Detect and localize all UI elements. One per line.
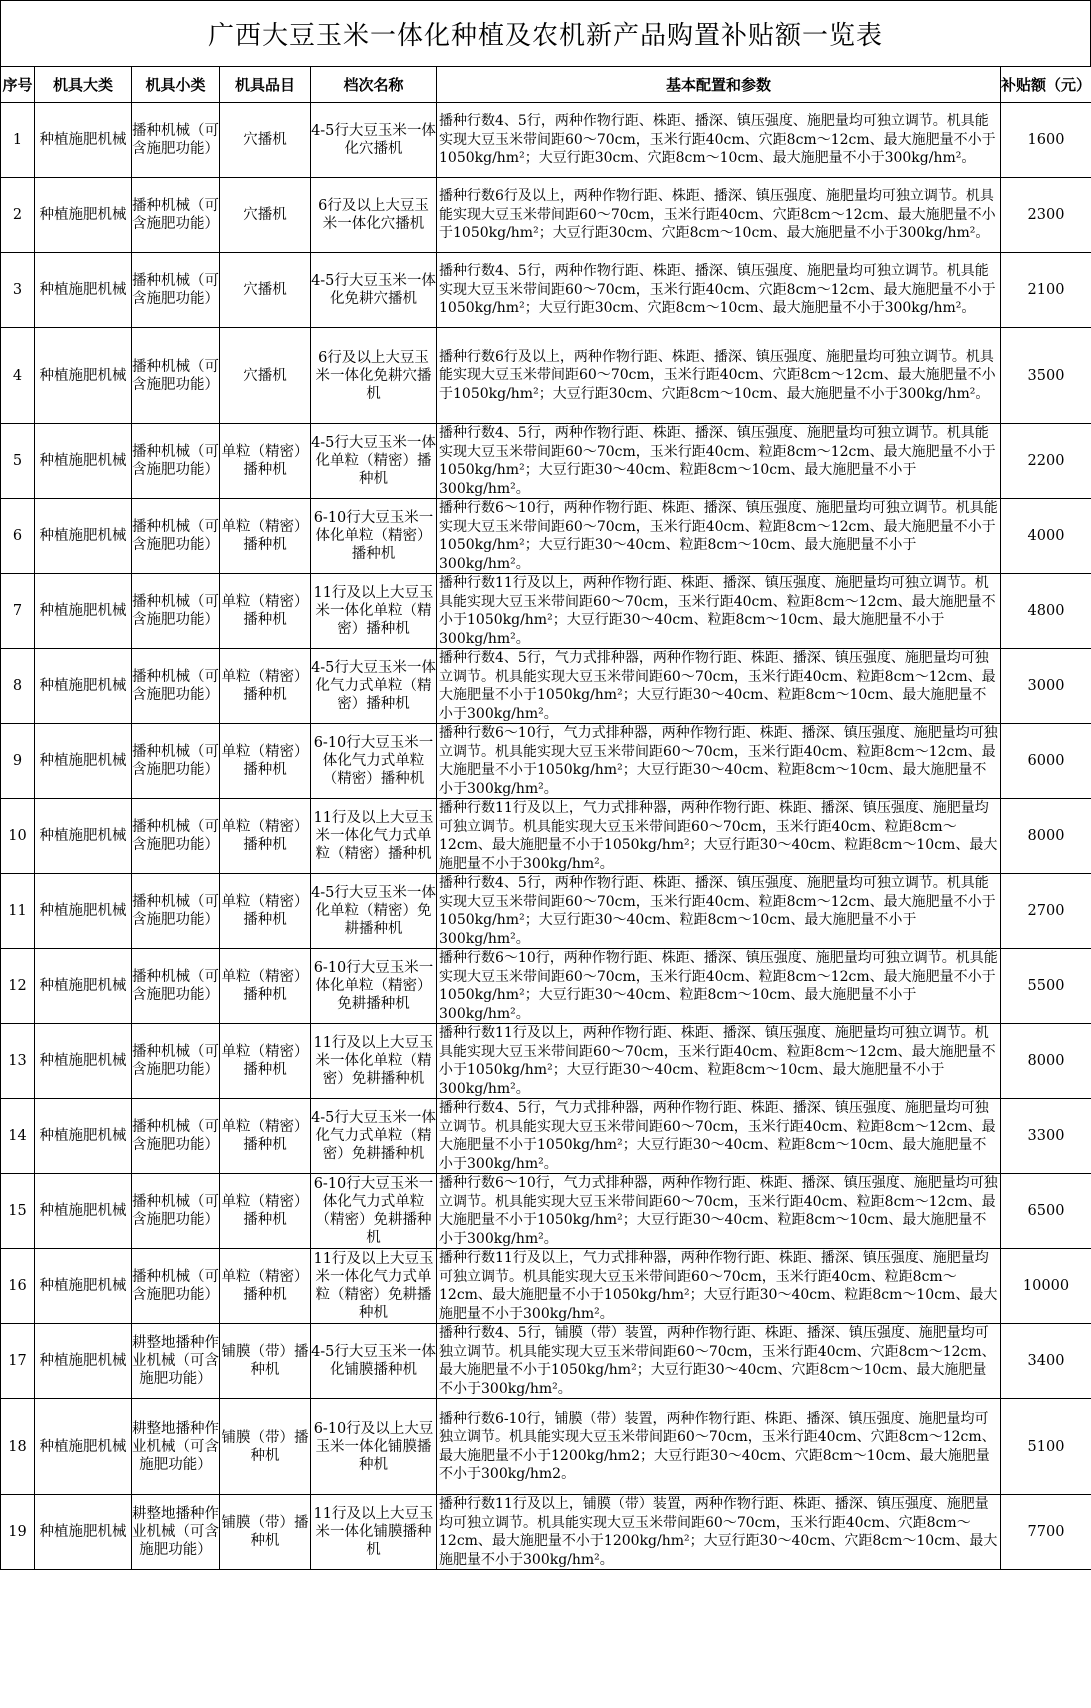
table-row [1,874,1091,949]
row-subsidy: 3400 [1001,1324,1091,1399]
row-grade: 11行及以上大豆玉米一体化气力式单粒（精密）播种机 [311,799,437,874]
row-category: 种植施肥机械 [35,253,132,328]
row-number: 3 [1,253,35,328]
row-grade: 6行及以上大豆玉米一体化免耕穴播机 [311,328,437,424]
row-subsidy: 4000 [1001,499,1091,574]
row-subsidy: 2700 [1001,874,1091,949]
header-grade: 档次名称 [311,67,437,103]
row-item: 单粒（精密）播种机 [220,1174,311,1249]
header-item: 机具品目 [220,67,311,103]
table-row [1,328,1091,424]
table-row [1,1174,1091,1249]
row-params: 播种行数6-10行，铺膜（带）装置，两种作物行距、株距、播深、镇压强度、施肥量均可独立调节。机具能实现大豆玉米带间距60～70cm，玉米行距40cm、穴距8cm～12cm、最大施肥量不小于1200kg/hm2；大豆行距30～40cm、穴距8cm～10cm、最大施肥量不小于300kg/hm2。 [437,1399,1001,1495]
row-grade: 4-5行大豆玉米一体化气力式单粒（精密）免耕播种机 [311,1099,437,1174]
row-subsidy: 4800 [1001,574,1091,649]
row-subsidy: 8000 [1001,1024,1091,1099]
row-grade: 4-5行大豆玉米一体化气力式单粒（精密）播种机 [311,649,437,724]
row-subcategory: 播种机械（可含施肥功能） [132,949,220,1024]
header-subcategory: 机具小类 [132,67,220,103]
row-number: 11 [1,874,35,949]
table-row [1,178,1091,253]
row-number: 1 [1,103,35,178]
row-subcategory: 播种机械（可含施肥功能） [132,574,220,649]
row-item: 穴播机 [220,253,311,328]
row-params: 播种行数6行及以上，两种作物行距、株距、播深、镇压强度、施肥量均可独立调节。机具能实现大豆玉米带间距60～70cm，玉米行距40cm、穴距8cm～12cm、最大施肥量不小于1050kg/hm²；大豆行距30cm、穴距8cm～10cm、最大施肥量不小于300kg/hm²。 [437,328,1001,424]
row-category: 种植施肥机械 [35,499,132,574]
row-category: 种植施肥机械 [35,1324,132,1399]
row-subsidy: 3500 [1001,328,1091,424]
row-category: 种植施肥机械 [35,1099,132,1174]
row-subcategory: 播种机械（可含施肥功能） [132,799,220,874]
row-category: 种植施肥机械 [35,649,132,724]
row-grade: 6行及以上大豆玉米一体化穴播机 [311,178,437,253]
header-no: 序号 [1,67,35,103]
table-row [1,1249,1091,1324]
row-subcategory: 播种机械（可含施肥功能） [132,328,220,424]
table-row [1,1099,1091,1174]
row-number: 4 [1,328,35,424]
table-row [1,499,1091,574]
row-grade: 4-5行大豆玉米一体化铺膜播种机 [311,1324,437,1399]
row-subcategory: 播种机械（可含施肥功能） [132,499,220,574]
row-params: 播种行数4、5行，气力式排种器，两种作物行距、株距、播深、镇压强度、施肥量均可独立调节。机具能实现大豆玉米带间距60～70cm，玉米行距40cm、粒距8cm～12cm、最大施肥量不小于1050kg/hm²；大豆行距30～40cm、粒距8cm～10cm、最大施肥量不小于300kg/hm²。 [437,1099,1001,1174]
table-row [1,1324,1091,1399]
row-item: 单粒（精密）播种机 [220,799,311,874]
row-subcategory: 播种机械（可含施肥功能） [132,724,220,799]
row-item: 单粒（精密）播种机 [220,874,311,949]
table-row [1,1495,1091,1570]
row-grade: 6-10行大豆玉米一体化单粒（精密）播种机 [311,499,437,574]
row-item: 单粒（精密）播种机 [220,1024,311,1099]
row-params: 播种行数11行及以上，气力式排种器，两种作物行距、株距、播深、镇压强度、施肥量均可独立调节。机具能实现大豆玉米带间距60～70cm，玉米行距40cm、粒距8cm～12cm、最大施肥量不小于1050kg/hm²；大豆行距30～40cm、粒距8cm～10cm、最大施肥量不小于300kg/hm²。 [437,799,1001,874]
row-number: 7 [1,574,35,649]
row-subsidy: 6000 [1001,724,1091,799]
row-subcategory: 播种机械（可含施肥功能） [132,1099,220,1174]
row-params: 播种行数6～10行，两种作物行距、株距、播深、镇压强度、施肥量均可独立调节。机具能实现大豆玉米带间距60～70cm，玉米行距40cm、粒距8cm～12cm、最大施肥量不小于1050kg/hm²；大豆行距30～40cm、粒距8cm～10cm、最大施肥量不小于300kg/hm²。 [437,949,1001,1024]
row-params: 播种行数4、5行，两种作物行距、株距、播深、镇压强度、施肥量均可独立调节。机具能实现大豆玉米带间距60～70cm，玉米行距40cm、粒距8cm～12cm、最大施肥量不小于1050kg/hm²；大豆行距30～40cm、粒距8cm～10cm、最大施肥量不小于300kg/hm²。 [437,874,1001,949]
row-item: 单粒（精密）播种机 [220,649,311,724]
row-grade: 4-5行大豆玉米一体化穴播机 [311,103,437,178]
row-number: 5 [1,424,35,499]
row-item: 单粒（精密）播种机 [220,724,311,799]
row-item: 单粒（精密）播种机 [220,1249,311,1324]
row-number: 18 [1,1399,35,1495]
row-number: 17 [1,1324,35,1399]
row-params: 播种行数4、5行，两种作物行距、株距、播深、镇压强度、施肥量均可独立调节。机具能实现大豆玉米带间距60～70cm，玉米行距40cm、穴距8cm～12cm、最大施肥量不小于1050kg/hm²；大豆行距30cm、穴距8cm～10cm、最大施肥量不小于300kg/hm²。 [437,253,1001,328]
row-item: 单粒（精密）播种机 [220,499,311,574]
row-item: 穴播机 [220,178,311,253]
row-params: 播种行数11行及以上，两种作物行距、株距、播深、镇压强度、施肥量均可独立调节。机具能实现大豆玉米带间距60～70cm，玉米行距40cm、粒距8cm～12cm、最大施肥量不小于1050kg/hm²；大豆行距30～40cm、粒距8cm～10cm、最大施肥量不小于300kg/hm²。 [437,1024,1001,1099]
row-subsidy: 5100 [1001,1399,1091,1495]
row-item: 铺膜（带）播种机 [220,1399,311,1495]
row-grade: 4-5行大豆玉米一体化单粒（精密）播种机 [311,424,437,499]
row-grade: 6-10行大豆玉米一体化气力式单粒（精密）播种机 [311,724,437,799]
row-subcategory: 播种机械（可含施肥功能） [132,178,220,253]
row-number: 12 [1,949,35,1024]
row-category: 种植施肥机械 [35,1399,132,1495]
row-subcategory: 播种机械（可含施肥功能） [132,103,220,178]
row-subcategory: 播种机械（可含施肥功能） [132,874,220,949]
row-params: 播种行数6～10行，气力式排种器，两种作物行距、株距、播深、镇压强度、施肥量均可独立调节。机具能实现大豆玉米带间距60～70cm，玉米行距40cm、粒距8cm～12cm、最大施肥量不小于1050kg/hm²；大豆行距30～40cm、粒距8cm～10cm、最大施肥量不小于300kg/hm²。 [437,1174,1001,1249]
row-grade: 6-10行及以上大豆玉米一体化铺膜播种机 [311,1399,437,1495]
row-subsidy: 1600 [1001,103,1091,178]
row-subcategory: 耕整地播种作业机械（可含施肥功能） [132,1399,220,1495]
row-number: 19 [1,1495,35,1570]
row-category: 种植施肥机械 [35,178,132,253]
table-row [1,799,1091,874]
table-row [1,424,1091,499]
row-grade: 11行及以上大豆玉米一体化单粒（精密）免耕播种机 [311,1024,437,1099]
table-row [1,574,1091,649]
row-category: 种植施肥机械 [35,874,132,949]
row-subsidy: 2300 [1001,178,1091,253]
row-category: 种植施肥机械 [35,103,132,178]
row-number: 14 [1,1099,35,1174]
row-subsidy: 6500 [1001,1174,1091,1249]
row-params: 播种行数6～10行，两种作物行距、株距、播深、镇压强度、施肥量均可独立调节。机具能实现大豆玉米带间距60～70cm，玉米行距40cm、粒距8cm～12cm、最大施肥量不小于1050kg/hm²；大豆行距30～40cm、粒距8cm～10cm、最大施肥量不小于300kg/hm²。 [437,499,1001,574]
row-subcategory: 播种机械（可含施肥功能） [132,1249,220,1324]
row-grade: 6-10行大豆玉米一体化气力式单粒（精密）免耕播种机 [311,1174,437,1249]
row-number: 15 [1,1174,35,1249]
table-row [1,724,1091,799]
row-subsidy: 8000 [1001,799,1091,874]
row-category: 种植施肥机械 [35,574,132,649]
row-grade: 4-5行大豆玉米一体化单粒（精密）免耕播种机 [311,874,437,949]
row-params: 播种行数6行及以上，两种作物行距、株距、播深、镇压强度、施肥量均可独立调节。机具能实现大豆玉米带间距60～70cm，玉米行距40cm、穴距8cm～12cm、最大施肥量不小于1050kg/hm²；大豆行距30cm、穴距8cm～10cm、最大施肥量不小于300kg/hm²。 [437,178,1001,253]
table-header-row [1,67,1091,103]
table-row [1,649,1091,724]
row-category: 种植施肥机械 [35,1024,132,1099]
row-number: 2 [1,178,35,253]
page-title: 广西大豆玉米一体化种植及农机新产品购置补贴额一览表 [0,0,1091,66]
row-grade: 11行及以上大豆玉米一体化单粒（精密）播种机 [311,574,437,649]
row-category: 种植施肥机械 [35,328,132,424]
row-params: 播种行数4、5行，两种作物行距、株距、播深、镇压强度、施肥量均可独立调节。机具能实现大豆玉米带间距60～70cm，玉米行距40cm、穴距8cm～12cm、最大施肥量不小于1050kg/hm²；大豆行距30cm、穴距8cm～10cm、最大施肥量不小于300kg/hm²。 [437,103,1001,178]
row-number: 10 [1,799,35,874]
row-subcategory: 播种机械（可含施肥功能） [132,1024,220,1099]
row-item: 单粒（精密）播种机 [220,424,311,499]
row-category: 种植施肥机械 [35,799,132,874]
row-item: 穴播机 [220,328,311,424]
table-row [1,1024,1091,1099]
row-params: 播种行数6～10行，气力式排种器，两种作物行距、株距、播深、镇压强度、施肥量均可独立调节。机具能实现大豆玉米带间距60～70cm，玉米行距40cm、粒距8cm～12cm、最大施肥量不小于1050kg/hm²；大豆行距30～40cm、粒距8cm～10cm、最大施肥量不小于300kg/hm²。 [437,724,1001,799]
row-subsidy: 3300 [1001,1099,1091,1174]
row-subsidy: 3000 [1001,649,1091,724]
row-params: 播种行数11行及以上，铺膜（带）装置，两种作物行距、株距、播深、镇压强度、施肥量均可独立调节。机具能实现大豆玉米带间距60～70cm，玉米行距40cm、穴距8cm～12cm、最大施肥量不小于1200kg/hm²；大豆行距30～40cm、穴距8cm～10cm、最大施肥量不小于300kg/hm²。 [437,1495,1001,1570]
row-number: 9 [1,724,35,799]
header-subsidy: 补贴额（元） [1001,67,1091,103]
row-item: 穴播机 [220,103,311,178]
header-params: 基本配置和参数 [437,67,1001,103]
table-row [1,253,1091,328]
row-number: 16 [1,1249,35,1324]
row-params: 播种行数11行及以上，气力式排种器，两种作物行距、株距、播深、镇压强度、施肥量均可独立调节。机具能实现大豆玉米带间距60～70cm，玉米行距40cm、粒距8cm～12cm、最大施肥量不小于1050kg/hm²；大豆行距30～40cm、粒距8cm～10cm、最大施肥量不小于300kg/hm²。 [437,1249,1001,1324]
subsidy-table [0,66,1091,1570]
row-category: 种植施肥机械 [35,1249,132,1324]
row-grade: 11行及以上大豆玉米一体化铺膜播种机 [311,1495,437,1570]
table-row [1,103,1091,178]
row-subcategory: 耕整地播种作业机械（可含施肥功能） [132,1324,220,1399]
row-params: 播种行数4、5行，铺膜（带）装置，两种作物行距、株距、播深、镇压强度、施肥量均可独立调节。机具能实现大豆玉米带间距60～70cm，玉米行距40cm、穴距8cm～12cm、最大施肥量不小于1050kg/hm²；大豆行距30～40cm、穴距8cm～10cm、最大施肥量不小于300kg/hm²。 [437,1324,1001,1399]
row-subcategory: 播种机械（可含施肥功能） [132,1174,220,1249]
row-params: 播种行数4、5行，两种作物行距、株距、播深、镇压强度、施肥量均可独立调节。机具能实现大豆玉米带间距60～70cm，玉米行距40cm、粒距8cm～12cm、最大施肥量不小于1050kg/hm²；大豆行距30～40cm、粒距8cm～10cm、最大施肥量不小于300kg/hm²。 [437,424,1001,499]
row-subsidy: 2100 [1001,253,1091,328]
header-category: 机具大类 [35,67,132,103]
row-number: 6 [1,499,35,574]
row-category: 种植施肥机械 [35,949,132,1024]
row-number: 8 [1,649,35,724]
row-category: 种植施肥机械 [35,1174,132,1249]
row-grade: 11行及以上大豆玉米一体化气力式单粒（精密）免耕播种机 [311,1249,437,1324]
row-item: 铺膜（带）播种机 [220,1324,311,1399]
row-subcategory: 播种机械（可含施肥功能） [132,649,220,724]
row-params: 播种行数11行及以上，两种作物行距、株距、播深、镇压强度、施肥量均可独立调节。机具能实现大豆玉米带间距60～70cm，玉米行距40cm、粒距8cm～12cm、最大施肥量不小于1050kg/hm²；大豆行距30～40cm、粒距8cm～10cm、最大施肥量不小于300kg/hm²。 [437,574,1001,649]
table-row [1,949,1091,1024]
row-grade: 6-10行大豆玉米一体化单粒（精密）免耕播种机 [311,949,437,1024]
row-subsidy: 2200 [1001,424,1091,499]
row-item: 单粒（精密）播种机 [220,949,311,1024]
row-subsidy: 7700 [1001,1495,1091,1570]
row-subcategory: 耕整地播种作业机械（可含施肥功能） [132,1495,220,1570]
table-row [1,1399,1091,1495]
row-category: 种植施肥机械 [35,724,132,799]
row-item: 单粒（精密）播种机 [220,1099,311,1174]
row-grade: 4-5行大豆玉米一体化免耕穴播机 [311,253,437,328]
row-category: 种植施肥机械 [35,424,132,499]
row-category: 种植施肥机械 [35,1495,132,1570]
row-subcategory: 播种机械（可含施肥功能） [132,424,220,499]
row-subsidy: 10000 [1001,1249,1091,1324]
row-subsidy: 5500 [1001,949,1091,1024]
row-item: 铺膜（带）播种机 [220,1495,311,1570]
row-params: 播种行数4、5行，气力式排种器，两种作物行距、株距、播深、镇压强度、施肥量均可独立调节。机具能实现大豆玉米带间距60～70cm，玉米行距40cm、粒距8cm～12cm、最大施肥量不小于1050kg/hm²；大豆行距30～40cm、粒距8cm～10cm、最大施肥量不小于300kg/hm²。 [437,649,1001,724]
row-number: 13 [1,1024,35,1099]
row-item: 单粒（精密）播种机 [220,574,311,649]
row-subcategory: 播种机械（可含施肥功能） [132,253,220,328]
